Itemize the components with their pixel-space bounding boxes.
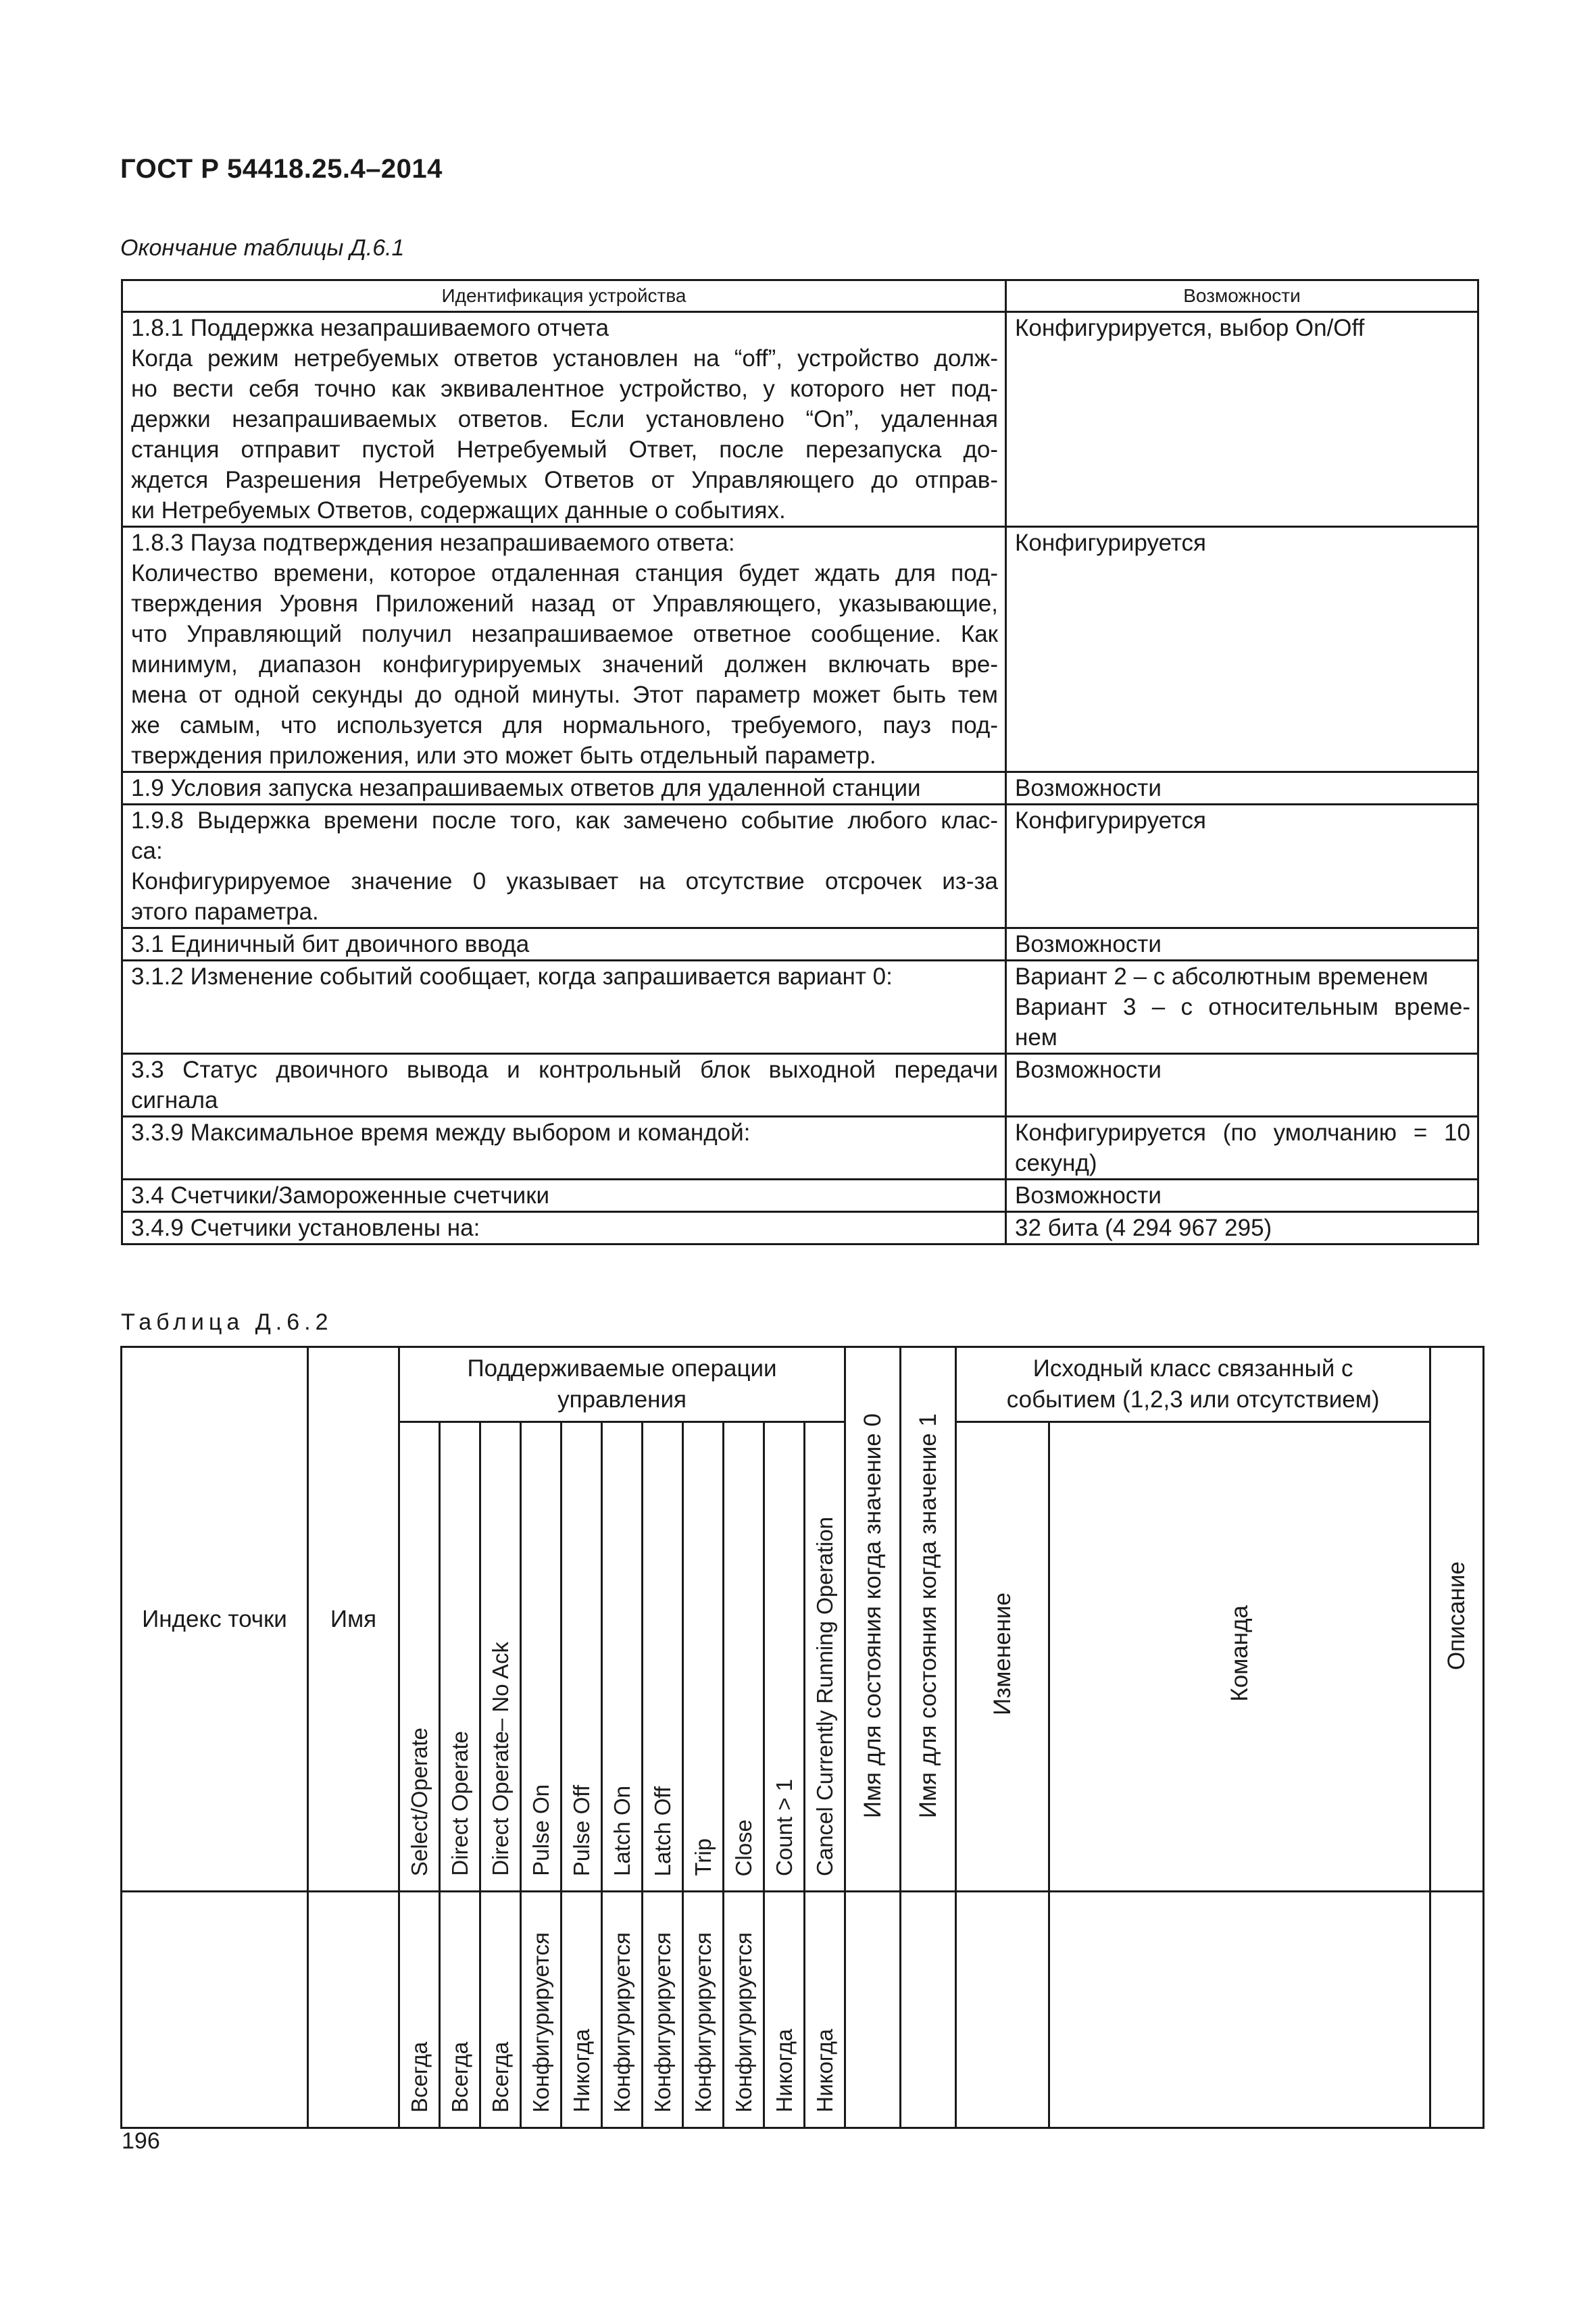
text-line: станция отправит пустой Нетребуемый Ответ, после перезапуска до- xyxy=(131,436,998,463)
text-line: мена от одной секунды до одной минуты. Этот параметр может быть тем xyxy=(131,682,998,708)
op-header: Latch On xyxy=(602,1422,643,1892)
text-line: держки незапрашиваемых ответов. Если установлено “On”, удаленная xyxy=(131,406,998,432)
op-header: Pulse On xyxy=(521,1422,562,1892)
device-id-cell xyxy=(122,1054,1006,1117)
text-line: 3.3.9 Максимальное время между выбором и командой: xyxy=(131,1120,751,1146)
text-line: этого параметра. xyxy=(131,899,319,925)
op-value-cell: Никогда xyxy=(805,1892,845,2128)
op-header: Direct Operate xyxy=(440,1422,480,1892)
table-caption: Таблица Д.6.2 xyxy=(121,1309,333,1335)
device-id-cell xyxy=(122,805,1006,928)
text-line: Вариант 2 – с абсолютным временем xyxy=(1015,963,1428,990)
capability-cell xyxy=(1006,527,1478,772)
text-line: секунд) xyxy=(1015,1150,1097,1176)
text-line: 3.4 Счетчики/Замороженные счетчики xyxy=(131,1182,550,1209)
op-value-cell: Конфигурируется xyxy=(602,1892,643,2128)
text-line: 1.8.3 Пауза подтверждения незапрашиваемого ответа: xyxy=(131,530,735,556)
text-line: ждется Разрешения Нетребуемых Ответов от Управляющего до отправ- xyxy=(131,467,998,493)
device-id-cell xyxy=(122,928,1006,961)
page-number: 196 xyxy=(122,2128,160,2154)
text-line: 32 бита (4 294 967 295) xyxy=(1015,1215,1272,1241)
text-line: 1.8.1 Поддержка незапрашиваемого отчета xyxy=(131,315,609,341)
text-line: 1.9 Условия запуска незапрашиваемых ответов для удаленной станции xyxy=(131,775,921,801)
op-value-cell: Конфигурируется xyxy=(521,1892,562,2128)
capability-cell xyxy=(1006,1180,1478,1212)
event-command-cell xyxy=(1049,1892,1430,2128)
table-row xyxy=(122,928,1478,961)
event-change-header: Изменение xyxy=(956,1422,1049,1892)
text-line: тверждения Уровня Приложений назад от Управляющего, указывающие, xyxy=(131,590,998,617)
text-line: Конфигурируется (по умолчанию = 10 xyxy=(1015,1120,1470,1146)
text-line: нем xyxy=(1015,1024,1057,1051)
table-row xyxy=(122,1117,1478,1180)
device-id-cell xyxy=(122,1212,1006,1244)
name-cell xyxy=(308,1892,399,2128)
table-row xyxy=(122,961,1478,1054)
text-line: Когда режим нетребуемых ответов установлен на “off”, устройство долж- xyxy=(131,345,998,372)
op-value-cell: Никогда xyxy=(562,1892,602,2128)
state0-cell xyxy=(845,1892,901,2128)
state1-header: Имя для состояния когда значение 1 xyxy=(901,1347,956,1892)
ops-group-header: Поддерживаемые операции управления xyxy=(399,1347,845,1422)
op-header: Direct Operate– No Ack xyxy=(480,1422,521,1892)
op-header: Select/Operate xyxy=(399,1422,440,1892)
device-id-cell xyxy=(122,772,1006,805)
device-id-cell xyxy=(122,961,1006,1054)
op-value-cell: Конфигурируется xyxy=(724,1892,764,2128)
capability-cell xyxy=(1006,312,1478,527)
col-header-device-id: Идентификация устройства xyxy=(122,280,1006,312)
op-value-cell: Всегда xyxy=(480,1892,521,2128)
op-value-cell: Никогда xyxy=(764,1892,805,2128)
table-continuation-caption: Окончание таблицы Д.6.1 xyxy=(120,235,405,261)
op-header: Trip xyxy=(683,1422,724,1892)
table-d62 xyxy=(120,1346,1485,2129)
text-line: сигнала xyxy=(131,1087,218,1113)
device-id-cell xyxy=(122,312,1006,527)
capability-cell xyxy=(1006,961,1478,1054)
table-row xyxy=(122,772,1478,805)
capability-cell xyxy=(1006,772,1478,805)
op-value-cell: Всегда xyxy=(440,1892,480,2128)
col-header-capabilities: Возможности xyxy=(1006,280,1478,312)
op-header: Count > 1 xyxy=(764,1422,805,1892)
text-line: 3.4.9 Счетчики установлены на: xyxy=(131,1215,480,1241)
op-value-cell: Конфигурируется xyxy=(683,1892,724,2128)
text-line: ки Нетребуемых Ответов, содержащих данные о событиях. xyxy=(131,497,786,524)
op-header: Latch Off xyxy=(643,1422,683,1892)
op-header: Close xyxy=(724,1422,764,1892)
device-id-cell xyxy=(122,1117,1006,1180)
state1-cell xyxy=(901,1892,956,2128)
text-line: са: xyxy=(131,838,163,864)
index-header: Индекс точки xyxy=(122,1347,308,1892)
text-line: Конфигурируется xyxy=(1015,807,1206,834)
text-line: же самым, что используется для нормального, требуемого, пауз под- xyxy=(131,712,998,738)
capability-cell xyxy=(1006,928,1478,961)
text-line: 3.1 Единичный бит двоичного ввода xyxy=(131,931,530,957)
text-line: Возможности xyxy=(1015,775,1162,801)
capability-cell xyxy=(1006,1117,1478,1180)
capability-cell xyxy=(1006,1054,1478,1117)
capability-cell xyxy=(1006,805,1478,928)
op-header: Cancel Currently Running Operation xyxy=(805,1422,845,1892)
text-line: но вести себя точно как эквивалентное устройство, у которого нет под- xyxy=(131,376,998,402)
table-row xyxy=(122,312,1478,527)
op-header: Pulse Off xyxy=(562,1422,602,1892)
device-id-cell xyxy=(122,1180,1006,1212)
text-line: Возможности xyxy=(1015,1182,1162,1209)
table-row xyxy=(122,805,1478,928)
event-class-group-header: Исходный класс связанный с событием (1,2,3 или отсутствием) xyxy=(956,1347,1430,1422)
text-line: что Управляющий получил незапрашиваемое ответное сообщение. Как xyxy=(131,621,998,647)
text-line: 3.3 Статус двоичного вывода и контрольный блок выходной передачи xyxy=(131,1057,998,1083)
event-command-header: Команда xyxy=(1049,1422,1430,1892)
text-line: Вариант 3 – с относительным време- xyxy=(1015,994,1470,1020)
capability-cell xyxy=(1006,1212,1478,1244)
text-line: минимум, диапазон конфигурируемых значений должен включать вре- xyxy=(131,651,998,678)
text-line: Возможности xyxy=(1015,931,1162,957)
text-line: Конфигурируется, выбор On/Off xyxy=(1015,315,1365,341)
op-value-cell: Всегда xyxy=(399,1892,440,2128)
text-line: Конфигурируется xyxy=(1015,530,1206,556)
index-cell xyxy=(122,1892,308,2128)
text-line: тверждения приложения, или это может быть отдельный параметр. xyxy=(131,743,876,769)
event-change-cell xyxy=(956,1892,1049,2128)
text-line: Конфигурируемое значение 0 указывает на отсутствие отсрочек из-за xyxy=(131,868,998,895)
op-value-cell: Конфигурируется xyxy=(643,1892,683,2128)
table-row xyxy=(122,1180,1478,1212)
document-code: ГОСТ Р 54418.25.4–2014 xyxy=(120,154,443,184)
text-line: 3.1.2 Изменение событий сообщает, когда запрашивается вариант 0: xyxy=(131,963,893,990)
device-id-cell xyxy=(122,527,1006,772)
table-row xyxy=(122,1212,1478,1244)
description-header: Описание xyxy=(1430,1347,1484,1892)
description-cell xyxy=(1430,1892,1484,2128)
state0-header: Имя для состояния когда значение 0 xyxy=(845,1347,901,1892)
text-line: Количество времени, которое отдаленная станция будет ждать для под- xyxy=(131,560,998,586)
text-line: Возможности xyxy=(1015,1057,1162,1083)
table-row xyxy=(122,527,1478,772)
table-row xyxy=(122,1054,1478,1117)
name-header: Имя xyxy=(308,1347,399,1892)
table-d61 xyxy=(121,279,1479,1245)
text-line: 1.9.8 Выдержка времени после того, как замечено событие любого клас- xyxy=(131,807,998,834)
